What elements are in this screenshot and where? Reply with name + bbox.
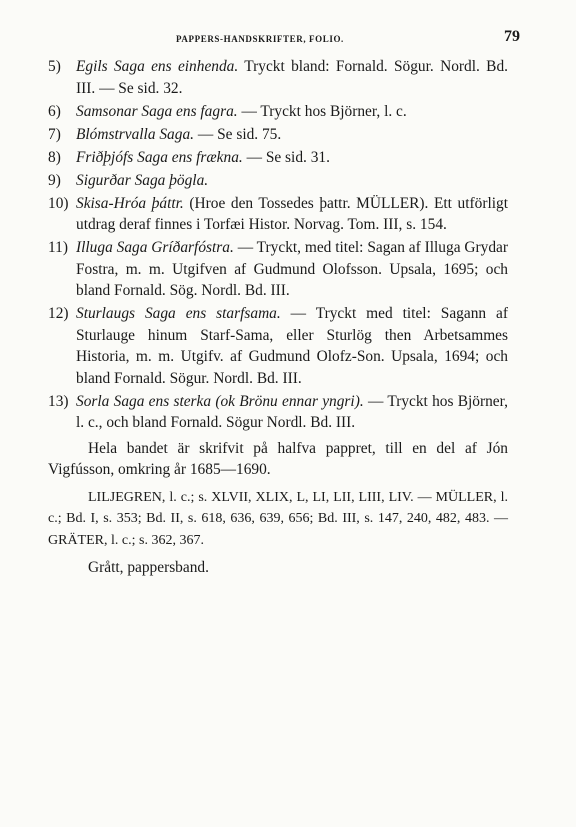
references-paragraph: LILJEGREN, l. c.; s. XLVII, XLIX, L, LI, LII, LIII, LIV. — MÜLLER, l. c.; Bd. I, s. 353; Bd. II, s. 618, 636, 639, 656; Bd. III, s. 147, 240, 482, 483. — GRÄTER, l. c.; s. 362, 367. [48, 489, 508, 548]
entry-text [76, 303, 508, 389]
entry-description: (Hroe den Tossedes þattr. MÜLLER). Ett utförligt utdrag deraf finnes i Torfæi Histor. Norvag. Tom. III, s. 154. [76, 194, 508, 233]
running-head: PAPPERS-HANDSKRIFTER, FOLIO. [176, 34, 344, 44]
page-header [60, 30, 520, 46]
saga-title: Sturlaugs Saga ens starfsama. [76, 305, 281, 322]
entry-text [76, 56, 508, 99]
manuscript-entry [48, 193, 508, 236]
entry-description: — Se sid. 75. [194, 125, 282, 143]
saga-title: Skisa-Hróa þáttr. [76, 194, 184, 212]
saga-title: Friðþjófs Saga ens frækna. [76, 148, 243, 166]
entry-text [76, 101, 508, 123]
entry-number: 7) [48, 125, 61, 143]
entry-number: 13) [48, 392, 69, 410]
entry-text [76, 147, 508, 169]
entry-text [76, 193, 508, 236]
manuscript-entry [48, 56, 508, 99]
entry-description: Tryckt bland: Fornald. Sögur. Nordl. Bd. III. — Se sid. 32. [76, 58, 508, 97]
entry-number: 5) [48, 58, 61, 75]
manuscript-entry [48, 391, 508, 434]
saga-title: Samsonar Saga ens fagra. [76, 102, 238, 120]
entry-text [76, 391, 508, 434]
manuscript-entry-list [48, 56, 508, 434]
entry-number: 8) [48, 148, 61, 166]
entry-text [76, 170, 508, 192]
entry-description: — Se sid. 31. [242, 148, 330, 166]
saga-title: Egils Saga ens einhenda. [76, 58, 239, 75]
entry-text [76, 237, 508, 302]
manuscript-entry [48, 147, 508, 169]
manuscript-entry [48, 101, 508, 123]
entry-description: — Tryckt hos Björner, l. c. [237, 102, 407, 120]
page-number: 79 [504, 28, 520, 45]
manuscript-entry [48, 170, 508, 192]
entry-description: — Tryckt hos Björner, l. c., och bland Fornald. Sögur Nordl. Bd. III. [76, 392, 508, 431]
entry-text [76, 124, 508, 146]
manuscript-entry [48, 124, 508, 146]
entry-description: — Tryckt, med titel: Sagan af Illuga Grydar Fostra, m. m. Utgifven af Gudmund Olofsson. Upsala, 1695; och bland Fornald. Sög. Nordl. Bd. III. [76, 239, 508, 299]
saga-title: Illuga Saga Gríðarfóstra. [76, 239, 234, 256]
saga-title: Sorla Saga ens sterka (ok Brönu ennar yngri). [76, 392, 364, 410]
entry-description: — Tryckt med titel: Sagann af Sturlauge hinum Starf-Sama, eller Sturlög then Arbetsammes Historia, m. m. Utgifv. af Gudmund Olofz-Son. Upsala, 1694; och bland Fornald. Sögur. Nordl. Bd. III. [76, 305, 509, 387]
saga-title: Blómstrvalla Saga. [76, 125, 194, 143]
manuscript-entry [48, 303, 508, 389]
manuscript-note: Hela bandet är skrifvit på halfva pappret, till en del af Jón Vigfússon, omkring år 1685—1690. [48, 439, 508, 478]
page-content [48, 56, 508, 579]
entry-number: 6) [48, 102, 61, 120]
manuscript-entry [48, 237, 508, 302]
binding-description: Grått, pappersband. [88, 559, 209, 576]
entry-number: 11) [48, 239, 68, 256]
saga-title: Sigurðar Saga þögla. [76, 171, 209, 189]
entry-number: 10) [48, 194, 69, 212]
entry-number: 9) [48, 171, 61, 189]
entry-number: 12) [48, 305, 69, 322]
